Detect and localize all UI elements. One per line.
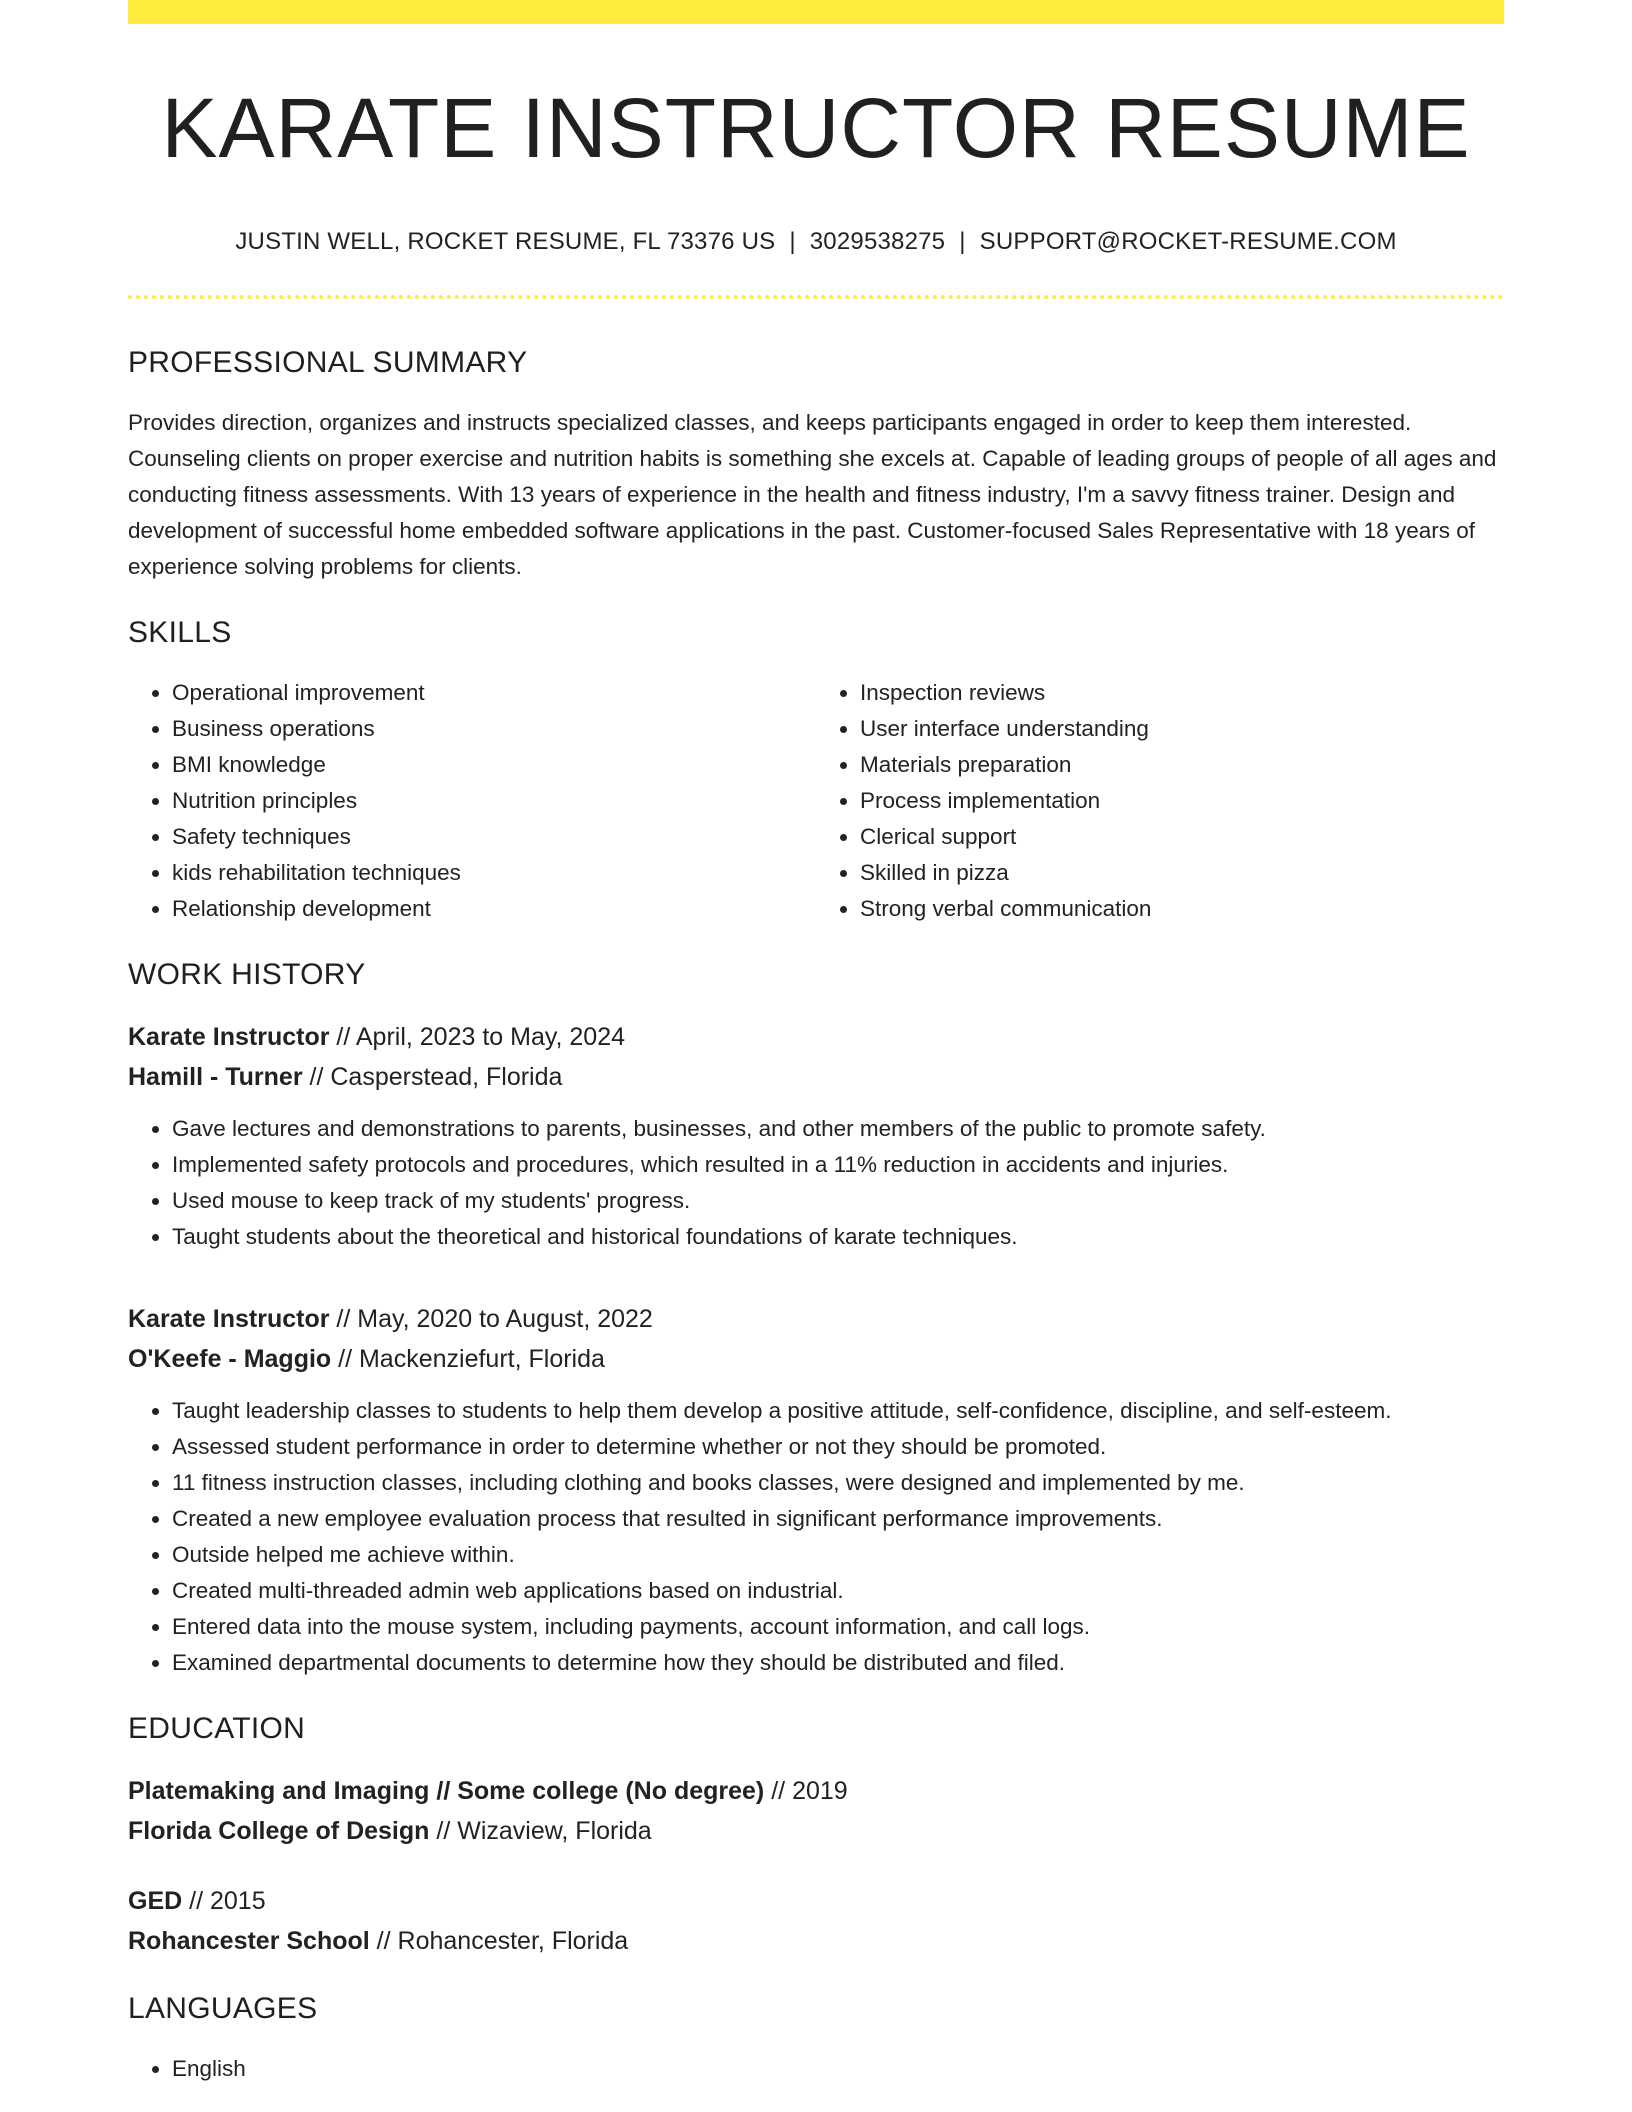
job-company-line (128, 1057, 1504, 1097)
job-bullet: • Entered data into the mouse system, including payments, account information, and call logs. (172, 1609, 1504, 1645)
job-entry (128, 1299, 1504, 1681)
job-location: Mackenziefurt, Florida (358, 1345, 605, 1374)
job-bullet: • Created multi-threaded admin web applications based on industrial. (172, 1573, 1504, 1609)
skill-item: • Operational improvement (172, 675, 816, 711)
skill-item: • Materials preparation (860, 747, 1504, 783)
skills-list-left (128, 675, 816, 927)
job-title: Karate Instructor (128, 1305, 330, 1334)
skill-item: • Clerical support (860, 819, 1504, 855)
contact-separator: | (959, 228, 966, 256)
job-bullet: • Created a new employee evaluation process that resulted in significant performance improvements. (172, 1501, 1504, 1537)
summary-section (128, 345, 1504, 585)
education-school-line (128, 1811, 1504, 1851)
skill-item: • Nutrition principles (172, 783, 816, 819)
job-bullet: • Implemented safety protocols and procedures, which resulted in a 11% reduction in accidents and injuries. (172, 1147, 1504, 1183)
skill-item: • User interface understanding (860, 711, 1504, 747)
work-history-heading: WORK HISTORY (128, 958, 366, 992)
education-school: Florida College of Design (128, 1817, 430, 1846)
field-separator: // (329, 1023, 356, 1052)
job-bullet: • Gave lectures and demonstrations to parents, businesses, and other members of the public to promote safety. (172, 1111, 1504, 1147)
languages-section (128, 1991, 1504, 2087)
job-company: O'Keefe - Maggio (128, 1345, 332, 1374)
skill-item: • Business operations (172, 711, 816, 747)
skill-item: • Safety techniques (172, 819, 816, 855)
skill-item: • Strong verbal communication (860, 891, 1504, 927)
job-bullets (128, 1111, 1504, 1255)
education-entry (128, 1771, 1504, 1851)
summary-heading: PROFESSIONAL SUMMARY (128, 346, 528, 380)
contact-address: JUSTIN WELL, ROCKET RESUME, FL 73376 US (235, 228, 776, 256)
summary-text: Provides direction, organizes and instructs specialized classes, and keeps participants engaged in order to keep them interested. Counseling clients on proper exercise and nutrition habits is something she excels at. Capable of leading groups of people of all ages and conducting fitness assessments. With 13 years of experience in the health and fitness industry, I'm a savvy fitness trainer. Design and development of successful home embedded software applications in the past. Customer-focused Sales Representative with 18 years of experience solving problems for clients. (128, 410, 1497, 580)
job-title-line (128, 1017, 1504, 1057)
education-entry (128, 1881, 1504, 1961)
contact-email: SUPPORT@ROCKET-RESUME.COM (979, 228, 1397, 256)
skills-section (128, 615, 1504, 927)
job-dates: May, 2020 to August, 2022 (357, 1305, 653, 1334)
field-separator: // (369, 1927, 398, 1956)
job-company-line (128, 1339, 1504, 1379)
job-bullet: • Taught students about the theoretical and historical foundations of karate techniques. (172, 1219, 1504, 1255)
job-bullet: • Taught leadership classes to students to help them develop a positive attitude, self-confidence, discipline, and self-esteem. (172, 1393, 1504, 1429)
job-dates: April, 2023 to May, 2024 (355, 1023, 625, 1052)
skill-item: • Skilled in pizza (860, 855, 1504, 891)
job-bullet: • Used mouse to keep track of my students' progress. (172, 1183, 1504, 1219)
skills-columns (128, 675, 1504, 927)
field-separator: // (182, 1887, 210, 1916)
education-school-line (128, 1921, 1504, 1961)
skill-item: • kids rehabilitation techniques (172, 855, 816, 891)
education-year: 2015 (209, 1887, 266, 1916)
job-entry (128, 1017, 1504, 1255)
job-bullets (128, 1393, 1504, 1681)
education-year: 2019 (792, 1777, 848, 1806)
contact-phone: 3029538275 (809, 228, 946, 256)
education-degree: GED (128, 1887, 183, 1916)
skill-item: • BMI knowledge (172, 747, 816, 783)
skill-item: • Relationship development (172, 891, 816, 927)
field-separator: // (764, 1777, 793, 1806)
accent-bar (128, 0, 1504, 24)
field-separator: // (331, 1345, 359, 1374)
skill-item: • Inspection reviews (860, 675, 1504, 711)
resume-page (128, 0, 1504, 2087)
field-separator: // (429, 1817, 458, 1846)
work-history-section (128, 957, 1504, 1681)
field-separator: // (329, 1305, 358, 1334)
education-location: Wizaview, Florida (457, 1817, 652, 1846)
job-bullet: • Outside helped me achieve within. (172, 1537, 1504, 1573)
education-degree: Platemaking and Imaging // Some college (No degree) (128, 1777, 765, 1806)
languages-heading: LANGUAGES (128, 1992, 318, 2026)
skills-list-right (816, 675, 1504, 927)
contact-line (128, 228, 1504, 257)
resume-title: KARATE INSTRUCTOR RESUME (161, 81, 1471, 175)
dotted-divider (128, 295, 1504, 299)
contact-separator: | (789, 228, 796, 256)
education-degree-line (128, 1771, 1504, 1811)
education-heading: EDUCATION (128, 1712, 306, 1746)
education-location: Rohancester, Florida (397, 1927, 629, 1956)
education-section (128, 1711, 1504, 1961)
languages-list (128, 2051, 1504, 2087)
job-company: Hamill - Turner (128, 1063, 303, 1092)
job-bullet: • Assessed student performance in order to determine whether or not they should be promoted. (172, 1429, 1504, 1465)
job-bullet: • Examined departmental documents to determine how they should be distributed and filed. (172, 1645, 1504, 1681)
skill-item: • Process implementation (860, 783, 1504, 819)
job-location: Casperstead, Florida (330, 1063, 563, 1092)
language-item: • English (172, 2051, 1504, 2087)
education-degree-line (128, 1881, 1504, 1921)
job-bullet: • 11 fitness instruction classes, including clothing and books classes, were designed and implemented by me. (172, 1465, 1504, 1501)
job-title-line (128, 1299, 1504, 1339)
skills-heading: SKILLS (128, 616, 232, 650)
job-title: Karate Instructor (128, 1023, 330, 1052)
education-school: Rohancester School (128, 1927, 370, 1956)
field-separator: // (302, 1063, 331, 1092)
